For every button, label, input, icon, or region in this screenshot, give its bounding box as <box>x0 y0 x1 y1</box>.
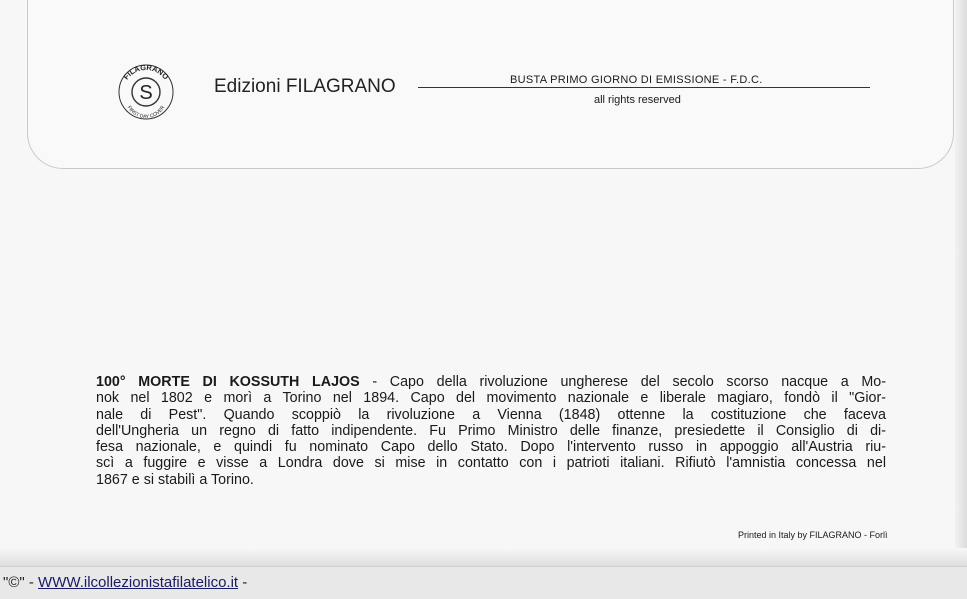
description-line: nok nel 1802 e morì a Torino nel 1894. Capo del movimento nazionale e liberale magiaro, fondò il "Gior- <box>96 390 886 407</box>
website-link[interactable]: WWW.ilcollezionistafilatelico.it <box>38 574 239 591</box>
envelope-edge-right <box>955 0 967 566</box>
description-line: nale di Pest". Quando scoppiò la rivoluzione a Vienna (1848) ottenne la costituzione che faceva <box>96 406 886 423</box>
description-line: 100° MORTE DI KOSSUTH LAJOS - Capo della rivoluzione ungherese del secolo scorso nacque a Mo- <box>96 374 886 390</box>
description-line: 1867 e si stabilì a Torino. <box>96 471 254 488</box>
svg-text:FIRST DAY COVER <box>126 104 167 120</box>
description-text <box>96 374 886 488</box>
envelope-edge-bottom <box>0 548 967 566</box>
description-heading: 100° MORTE DI KOSSUTH LAJOS <box>96 374 360 390</box>
description-line: scì a fuggire e visse a Londra dove si mise in contatto con i patrioti italiani. Rifiutò l'amnistia concessa nel <box>96 455 886 472</box>
copyright-suffix: - <box>238 574 248 591</box>
logo-letter: S <box>139 82 153 104</box>
logo-ring-bottom: FIRST DAY COVER <box>125 104 167 121</box>
copyright-prefix: "©" - <box>3 574 39 591</box>
printed-note: Printed in Italy by FILAGRANO - Forlì <box>738 530 888 540</box>
publisher-name: Edizioni FILAGRANO <box>214 76 396 97</box>
fdc-title: BUSTA PRIMO GIORNO DI EMISSIONE - F.D.C. <box>510 74 763 86</box>
logo-ring-top: FILAGRANO <box>121 62 171 82</box>
watermark-footer <box>0 566 967 599</box>
fdc-divider <box>418 87 870 88</box>
filagrano-logo-icon <box>113 61 179 121</box>
rights-note: all rights reserved <box>594 94 681 106</box>
description-line: dell'Ungheria un regno di fatto indipendente. Fu Primo Ministro delle finanze, presiedette il Consiglio di di- <box>96 422 886 439</box>
copyright-notice <box>3 574 247 591</box>
description-line: fesa nazionale, e quindi fu nominato Capo dello Stato. Dopo l'intervento russo in appoggio all'Austria riu- <box>96 439 886 456</box>
